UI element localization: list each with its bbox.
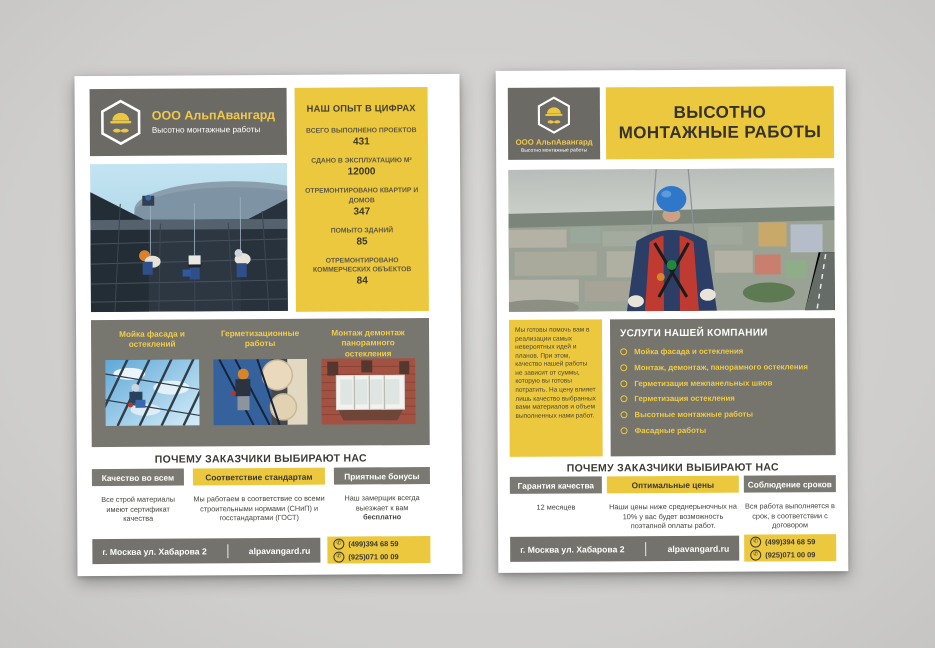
climber-cityscape-photo [508, 168, 835, 312]
footer-address-bar [510, 536, 739, 562]
balcony-glazing-photo [321, 358, 415, 425]
company-logo-block [508, 87, 600, 159]
service-item [620, 394, 825, 404]
flyer-right [496, 69, 849, 573]
footer-divider [227, 544, 228, 558]
company-tagline: Высотно монтажные работы [520, 147, 588, 154]
service-item [620, 409, 825, 419]
service-label: Мойка фасада и остекления [634, 346, 744, 357]
benefit-headers [510, 475, 836, 494]
service-title: Монтаж демонтаж панорамного остекления [331, 328, 405, 359]
bullet-icon [620, 348, 627, 355]
service-item [620, 362, 825, 372]
service-item [620, 378, 825, 388]
banner-title: ВЫСОТНО МОНТАЖНЫЕ РАБОТЫ [606, 86, 834, 159]
benefit-header: Соответствие стандартам [193, 468, 325, 486]
facade-climbers-photo [90, 163, 288, 312]
flyer-left [74, 74, 462, 576]
benefit-text-bold: бесплатно [363, 512, 402, 522]
benefit-texts [92, 488, 430, 524]
stat-item [303, 156, 420, 178]
phone-number: (499)394 68 59 [348, 538, 399, 549]
service-title: Мойка фасада и остеклений [119, 329, 185, 350]
address-text: г. Москва ул. Хабарова 2 [102, 545, 207, 557]
stats-title: НАШ ОПЫТ В ЦИФРАХ [306, 103, 416, 114]
stat-label: ОТРЕМОНТИРОВАНО КВАРТИР И ДОМОВ [305, 187, 419, 205]
stat-label: СДАНО В ЭКСПЛУАТАЦИЮ М² [311, 157, 412, 165]
benefit-header: Соблюдение сроков [744, 475, 836, 492]
services-panel [610, 318, 836, 456]
phone-icon: ✆ [750, 536, 761, 547]
why-title: ПОЧЕМУ ЗАКАЗЧИКИ ВЫБИРАЮТ НАС [566, 461, 779, 475]
website-text: alpavangard.ru [248, 545, 311, 556]
stat-item [303, 126, 420, 148]
bullet-icon [620, 380, 627, 387]
service-label: Высотные монтажные работы [634, 409, 754, 420]
stat-value: 431 [353, 136, 370, 148]
service-label: Монтаж, демонтаж, панорамного остекления [634, 362, 808, 372]
service-column [102, 329, 203, 447]
service-label: Герметизация межпанельных швов [634, 378, 773, 388]
glass-cleaning-photo [105, 359, 199, 426]
service-column [210, 329, 311, 447]
address-text: г. Москва ул. Хабарова 2 [520, 543, 625, 555]
sealing-works-photo [213, 359, 307, 426]
footer-phone-box [744, 534, 836, 561]
service-item [621, 425, 826, 435]
stat-item [303, 186, 420, 217]
company-logo-icon [536, 96, 572, 135]
services-title: УСЛУГИ НАШЕЙ КОМПАНИИ [620, 327, 768, 340]
phone-number: (925)071 00 09 [765, 549, 816, 560]
benefit-texts [510, 496, 836, 532]
service-item [620, 346, 825, 356]
footer-divider [646, 542, 647, 556]
stat-label: ВСЕГО ВЫПОЛНЕНО ПРОЕКТОВ [306, 127, 417, 135]
stat-item [304, 256, 421, 287]
company-tagline: Высотно монтажные работы [151, 124, 261, 135]
benefit-text [334, 488, 430, 522]
stat-value: 85 [356, 236, 368, 248]
stat-label: ОТРЕМОНТИРОВАНО КОММЕРЧЕСКИХ ОБЪЕКТОВ [312, 257, 412, 274]
phone-row [333, 538, 430, 550]
benefit-header: Приятные бонусы [334, 467, 430, 485]
stat-value: 84 [356, 275, 368, 287]
services-strip [91, 318, 430, 447]
benefit-header: Гарантия качества [510, 476, 602, 493]
service-title: Герметизационные работы [220, 328, 300, 349]
footer-phone-box [327, 536, 430, 564]
benefit-text-main: Наш замерщик всегда выезжает к вам [344, 493, 420, 513]
benefit-text: 12 месяцев [536, 502, 576, 512]
benefit-text: Все строй материалы имеют сертификат качества [101, 494, 175, 524]
bullet-icon [621, 427, 628, 434]
company-logo-block [90, 88, 287, 156]
service-column [318, 328, 419, 446]
benefit-header: Качество во всем [92, 469, 184, 487]
service-label: Фасадные работы [634, 425, 707, 436]
phone-number: (499)394 68 59 [765, 536, 816, 547]
stat-value: 12000 [347, 166, 376, 178]
stats-panel [295, 87, 429, 312]
company-logo-icon [99, 99, 143, 146]
phone-icon: ✆ [750, 549, 761, 560]
benefit-header: Оптимальные цены [607, 476, 739, 494]
intro-text-box: Мы готовы помочь вам в реализации самых невероятных идей и планов. При этом, качество нашей работы не зависит от суммы, которую вы готовы потратить. На цену влияет лишь качество выбранных вами материалов и объем выполненных нами работ. [509, 319, 603, 456]
phone-icon: ✆ [333, 551, 344, 562]
phone-number: (925)071 00 09 [348, 551, 399, 562]
stat-item [303, 226, 420, 248]
stat-value: 347 [353, 206, 371, 218]
phone-row [333, 551, 430, 563]
phone-icon: ✆ [333, 538, 344, 549]
stat-label: ПОМЫТО ЗДАНИЙ [330, 226, 394, 235]
company-name: ООО АльпАвангард [151, 108, 276, 123]
bullet-icon [620, 364, 627, 371]
benefit-text: Наши цены ниже среднерыночных на 10% у вас будет возможность поэтапной оплаты работ. [609, 501, 737, 531]
service-label: Герметизация остекления [634, 394, 735, 404]
footer-address-bar [92, 538, 320, 564]
benefit-headers [92, 467, 430, 486]
bullet-icon [620, 411, 627, 418]
company-name: ООО АльпАвангард [515, 137, 593, 147]
why-title: ПОЧЕМУ ЗАКАЗЧИКИ ВЫБИРАЮТ НАС [154, 452, 367, 466]
phone-row [750, 549, 836, 560]
benefit-text: Мы работаем в соответствие со всеми строительными нормами (СНиП) и госстандартами (ГОСТ) [193, 493, 325, 523]
benefit-text: Вся работа выполняется в срок, в соответствии с договором [745, 501, 835, 530]
bullet-icon [620, 396, 627, 403]
website-text: alpavangard.ru [667, 543, 730, 554]
phone-row [750, 536, 836, 547]
